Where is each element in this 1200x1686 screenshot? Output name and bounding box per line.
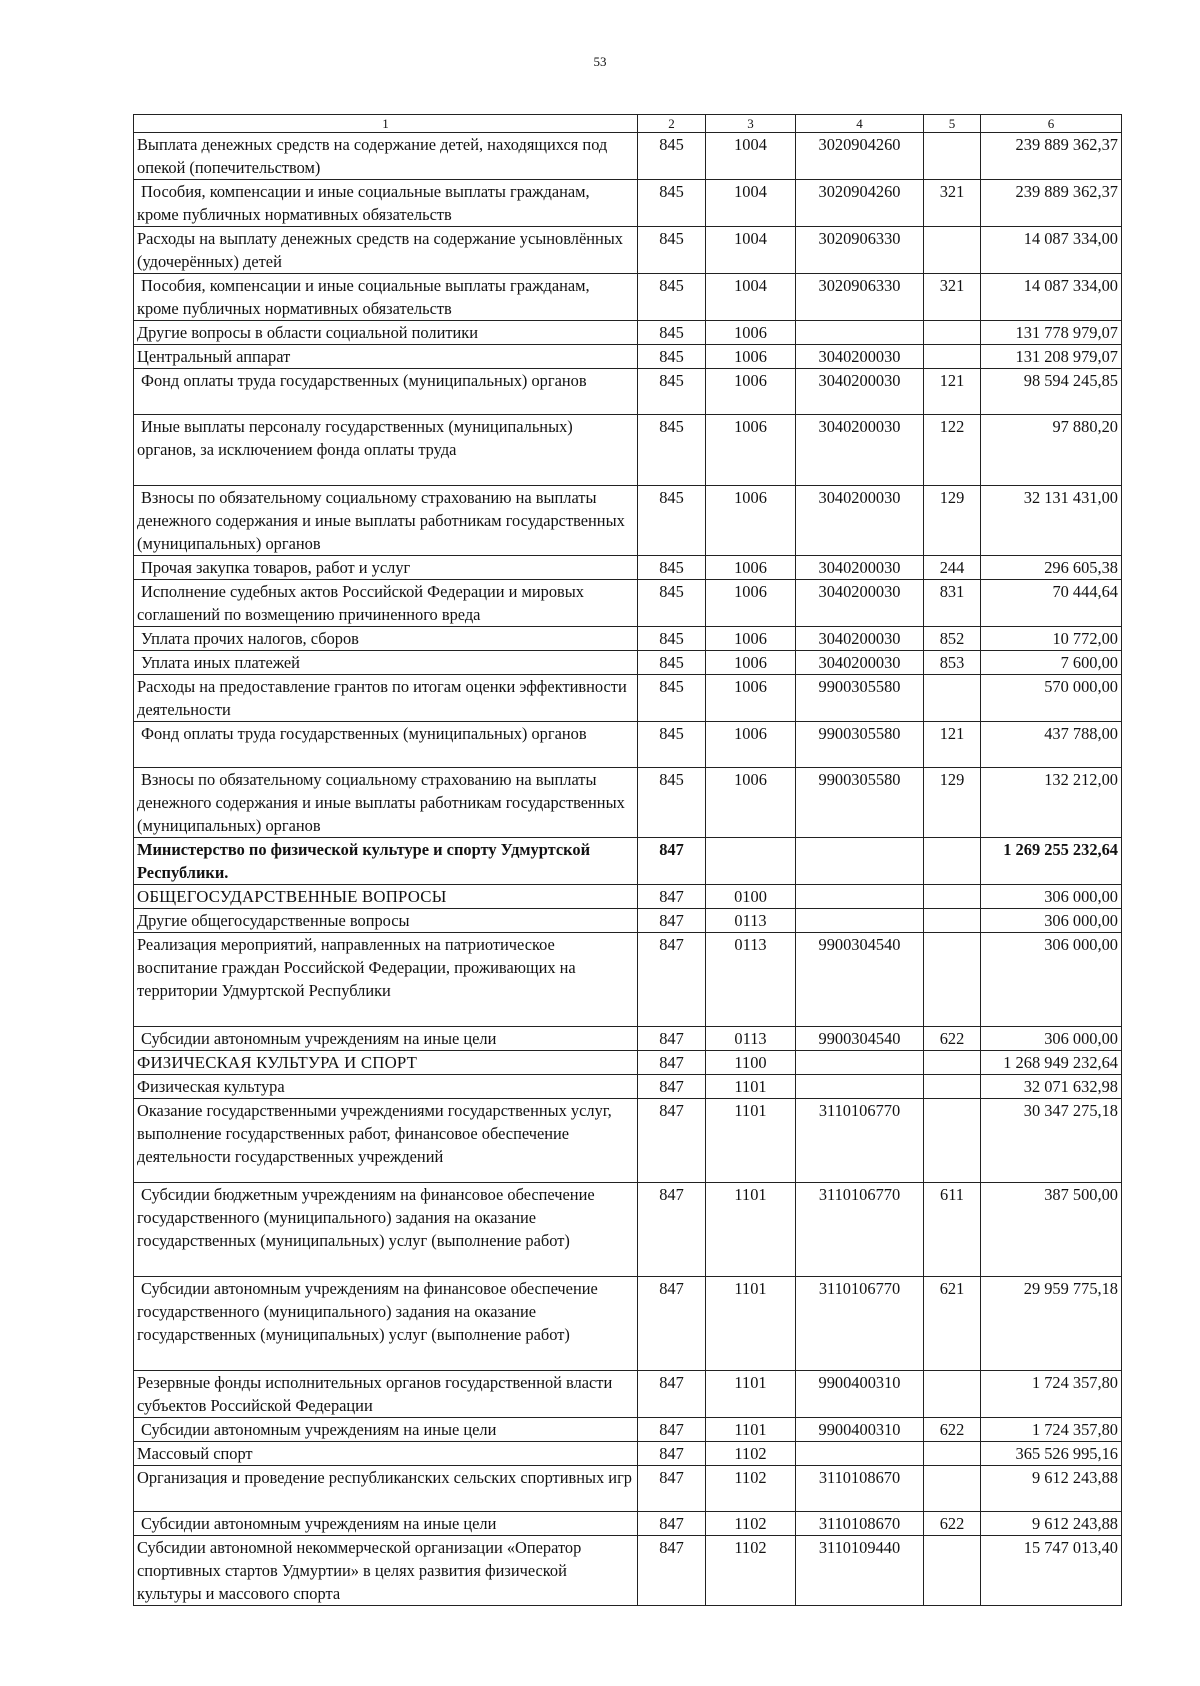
section-code: 1006 <box>706 675 796 722</box>
section-code: 1100 <box>706 1051 796 1075</box>
section-code: 1102 <box>706 1512 796 1536</box>
amount: 306 000,00 <box>981 885 1122 909</box>
expense-name: ФИЗИЧЕСКАЯ КУЛЬТУРА И СПОРТ <box>134 1051 638 1075</box>
amount: 306 000,00 <box>981 1027 1122 1051</box>
section-code: 1101 <box>706 1183 796 1277</box>
table-row <box>134 838 1122 885</box>
table-row <box>134 675 1122 722</box>
amount: 97 880,20 <box>981 415 1122 486</box>
section-code: 0113 <box>706 909 796 933</box>
expense-type-code <box>924 1536 981 1606</box>
target-code: 3110108670 <box>796 1466 924 1512</box>
target-code: 3040200030 <box>796 556 924 580</box>
expense-name: Центральный аппарат <box>134 345 638 369</box>
column-number-row <box>134 115 1122 133</box>
table-row <box>134 768 1122 838</box>
expense-name: Пособия, компенсации и иные социальные выплаты гражданам, кроме публичных нормативных обязательств <box>134 274 638 321</box>
ministry-code: 847 <box>638 838 706 885</box>
section-code: 1101 <box>706 1099 796 1183</box>
ministry-code: 847 <box>638 1027 706 1051</box>
expense-name: Реализация мероприятий, направленных на патриотическое воспитание граждан Российской Федерации, проживающих на территории Удмуртской Республики <box>134 933 638 1027</box>
target-code: 3110106770 <box>796 1183 924 1277</box>
expense-type-code <box>924 227 981 274</box>
amount: 32 131 431,00 <box>981 486 1122 556</box>
section-code: 0113 <box>706 1027 796 1051</box>
expense-name: Прочая закупка товаров, работ и услуг <box>134 556 638 580</box>
amount: 10 772,00 <box>981 627 1122 651</box>
ministry-code: 845 <box>638 722 706 768</box>
table-row <box>134 274 1122 321</box>
target-code <box>796 838 924 885</box>
expense-name: Расходы на выплату денежных средств на содержание усыновлённых (удочерённых) детей <box>134 227 638 274</box>
ministry-code: 845 <box>638 180 706 227</box>
column-header: 2 <box>638 115 706 133</box>
ministry-code: 845 <box>638 321 706 345</box>
expense-type-code: 121 <box>924 722 981 768</box>
table-row <box>134 1277 1122 1371</box>
expense-name: Министерство по физической культуре и спорту Удмуртской Республики. <box>134 838 638 885</box>
amount: 1 269 255 232,64 <box>981 838 1122 885</box>
table-row <box>134 556 1122 580</box>
expense-name: Субсидии автономным учреждениям на иные цели <box>134 1512 638 1536</box>
amount: 14 087 334,00 <box>981 274 1122 321</box>
table-row <box>134 227 1122 274</box>
amount: 9 612 243,88 <box>981 1512 1122 1536</box>
ministry-code: 845 <box>638 556 706 580</box>
ministry-code: 845 <box>638 274 706 321</box>
expense-type-code: 622 <box>924 1512 981 1536</box>
amount: 306 000,00 <box>981 933 1122 1027</box>
expense-type-code <box>924 1371 981 1418</box>
expense-type-code: 611 <box>924 1183 981 1277</box>
expense-type-code <box>924 933 981 1027</box>
amount: 239 889 362,37 <box>981 133 1122 180</box>
table-row <box>134 180 1122 227</box>
expense-type-code <box>924 909 981 933</box>
target-code <box>796 909 924 933</box>
expense-type-code: 244 <box>924 556 981 580</box>
section-code: 1006 <box>706 556 796 580</box>
column-header: 1 <box>134 115 638 133</box>
expense-name: Субсидии автономным учреждениям на иные цели <box>134 1418 638 1442</box>
column-header: 6 <box>981 115 1122 133</box>
expense-type-code <box>924 1075 981 1099</box>
ministry-code: 845 <box>638 415 706 486</box>
table-row <box>134 1512 1122 1536</box>
expense-name: Субсидии бюджетным учреждениям на финансовое обеспечение государственного (муниципального) задания на оказание государственных (муниципальных) услуг (выполнение работ) <box>134 1183 638 1277</box>
section-code: 1004 <box>706 133 796 180</box>
expense-type-code: 831 <box>924 580 981 627</box>
table-row <box>134 933 1122 1027</box>
expense-type-code <box>924 1466 981 1512</box>
expense-type-code: 621 <box>924 1277 981 1371</box>
table-row <box>134 415 1122 486</box>
table-row <box>134 133 1122 180</box>
amount: 1 724 357,80 <box>981 1418 1122 1442</box>
target-code: 3110106770 <box>796 1099 924 1183</box>
ministry-code: 847 <box>638 1512 706 1536</box>
expense-name: Иные выплаты персоналу государственных (муниципальных) органов, за исключением фонда оплаты труда <box>134 415 638 486</box>
target-code: 3110109440 <box>796 1536 924 1606</box>
expense-name: Фонд оплаты труда государственных (муниципальных) органов <box>134 722 638 768</box>
section-code: 1102 <box>706 1442 796 1466</box>
expense-type-code: 622 <box>924 1418 981 1442</box>
expense-name: Фонд оплаты труда государственных (муниципальных) органов <box>134 369 638 415</box>
amount: 306 000,00 <box>981 909 1122 933</box>
section-code: 1102 <box>706 1536 796 1606</box>
amount: 14 087 334,00 <box>981 227 1122 274</box>
expense-type-code <box>924 885 981 909</box>
amount: 70 444,64 <box>981 580 1122 627</box>
amount: 570 000,00 <box>981 675 1122 722</box>
target-code <box>796 1442 924 1466</box>
target-code: 3040200030 <box>796 345 924 369</box>
expense-name: Организация и проведение республиканских сельских спортивных игр <box>134 1466 638 1512</box>
section-code: 1101 <box>706 1418 796 1442</box>
expense-name: Взносы по обязательному социальному страхованию на выплаты денежного содержания и иные выплаты работникам государственных (муниципальных) органов <box>134 486 638 556</box>
amount: 132 212,00 <box>981 768 1122 838</box>
expense-name: Субсидии автономной некоммерческой организации «Оператор спортивных стартов Удмуртии» в целях развития физической культуры и массового спорта <box>134 1536 638 1606</box>
expense-name: Субсидии автономным учреждениям на финансовое обеспечение государственного (муниципального) задания на оказание государственных (муниципальных) услуг (выполнение работ) <box>134 1277 638 1371</box>
table-row <box>134 1442 1122 1466</box>
target-code: 9900400310 <box>796 1418 924 1442</box>
target-code: 3110106770 <box>796 1277 924 1371</box>
ministry-code: 845 <box>638 133 706 180</box>
section-code: 1004 <box>706 180 796 227</box>
target-code: 3020906330 <box>796 227 924 274</box>
amount: 296 605,38 <box>981 556 1122 580</box>
expense-type-code: 321 <box>924 180 981 227</box>
amount: 1 724 357,80 <box>981 1371 1122 1418</box>
table-row <box>134 1536 1122 1606</box>
table-row <box>134 885 1122 909</box>
ministry-code: 845 <box>638 580 706 627</box>
amount: 29 959 775,18 <box>981 1277 1122 1371</box>
expense-name: Взносы по обязательному социальному страхованию на выплаты денежного содержания и иные выплаты работникам государственных (муниципальных) органов <box>134 768 638 838</box>
target-code: 3040200030 <box>796 627 924 651</box>
page-number: 53 <box>593 54 607 69</box>
table-row <box>134 1466 1122 1512</box>
section-code: 0113 <box>706 933 796 1027</box>
ministry-code: 847 <box>638 933 706 1027</box>
ministry-code: 847 <box>638 1418 706 1442</box>
ministry-code: 847 <box>638 1277 706 1371</box>
expense-type-code <box>924 1051 981 1075</box>
expense-name: Расходы на предоставление грантов по итогам оценки эффективности деятельности <box>134 675 638 722</box>
expense-type-code: 121 <box>924 369 981 415</box>
target-code <box>796 321 924 345</box>
section-code: 1102 <box>706 1466 796 1512</box>
expense-name: Субсидии автономным учреждениям на иные цели <box>134 1027 638 1051</box>
table-row <box>134 369 1122 415</box>
ministry-code: 845 <box>638 369 706 415</box>
expense-type-code: 853 <box>924 651 981 675</box>
amount: 437 788,00 <box>981 722 1122 768</box>
expense-name: Оказание государственными учреждениями государственных услуг, выполнение государственных работ, финансовое обеспечение деятельности государственных учреждений <box>134 1099 638 1183</box>
expense-name: Пособия, компенсации и иные социальные выплаты гражданам, кроме публичных нормативных обязательств <box>134 180 638 227</box>
amount: 15 747 013,40 <box>981 1536 1122 1606</box>
amount: 239 889 362,37 <box>981 180 1122 227</box>
section-code: 1006 <box>706 627 796 651</box>
ministry-code: 847 <box>638 1183 706 1277</box>
expense-type-code: 129 <box>924 768 981 838</box>
target-code: 3110108670 <box>796 1512 924 1536</box>
ministry-code: 847 <box>638 1051 706 1075</box>
ministry-code: 847 <box>638 1075 706 1099</box>
table-row <box>134 321 1122 345</box>
target-code: 9900400310 <box>796 1371 924 1418</box>
table-row <box>134 722 1122 768</box>
target-code <box>796 885 924 909</box>
section-code: 1004 <box>706 274 796 321</box>
budget-table <box>133 114 1122 1606</box>
amount: 387 500,00 <box>981 1183 1122 1277</box>
section-code: 1006 <box>706 369 796 415</box>
table-row <box>134 1027 1122 1051</box>
ministry-code: 847 <box>638 885 706 909</box>
amount: 131 778 979,07 <box>981 321 1122 345</box>
ministry-code: 847 <box>638 1371 706 1418</box>
ministry-code: 847 <box>638 1536 706 1606</box>
table-row <box>134 1418 1122 1442</box>
section-code: 1006 <box>706 486 796 556</box>
target-code: 3040200030 <box>796 486 924 556</box>
section-code: 1101 <box>706 1277 796 1371</box>
section-code: 1101 <box>706 1075 796 1099</box>
expense-name: Другие общегосударственные вопросы <box>134 909 638 933</box>
section-code: 1006 <box>706 768 796 838</box>
table-row <box>134 627 1122 651</box>
expense-type-code: 622 <box>924 1027 981 1051</box>
target-code: 9900305580 <box>796 675 924 722</box>
table-row <box>134 1371 1122 1418</box>
table-row <box>134 1075 1122 1099</box>
target-code <box>796 1075 924 1099</box>
column-header: 5 <box>924 115 981 133</box>
ministry-code: 845 <box>638 627 706 651</box>
expense-name: Уплата иных платежей <box>134 651 638 675</box>
target-code: 3040200030 <box>796 651 924 675</box>
table-row <box>134 909 1122 933</box>
expense-type-code <box>924 1099 981 1183</box>
expense-type-code: 321 <box>924 274 981 321</box>
section-code: 1006 <box>706 580 796 627</box>
section-code: 1101 <box>706 1371 796 1418</box>
target-code: 3040200030 <box>796 580 924 627</box>
expense-type-code <box>924 345 981 369</box>
target-code <box>796 1051 924 1075</box>
section-code: 1006 <box>706 345 796 369</box>
section-code: 1006 <box>706 321 796 345</box>
expense-type-code <box>924 321 981 345</box>
table-row <box>134 345 1122 369</box>
amount: 30 347 275,18 <box>981 1099 1122 1183</box>
ministry-code: 845 <box>638 651 706 675</box>
ministry-code: 847 <box>638 909 706 933</box>
amount: 98 594 245,85 <box>981 369 1122 415</box>
section-code: 1006 <box>706 415 796 486</box>
ministry-code: 845 <box>638 345 706 369</box>
section-code: 1004 <box>706 227 796 274</box>
expense-type-code <box>924 133 981 180</box>
expense-type-code: 122 <box>924 415 981 486</box>
table-row <box>134 486 1122 556</box>
target-code: 3020906330 <box>796 274 924 321</box>
target-code: 9900304540 <box>796 933 924 1027</box>
ministry-code: 847 <box>638 1466 706 1512</box>
expense-name: Другие вопросы в области социальной политики <box>134 321 638 345</box>
target-code: 3040200030 <box>796 369 924 415</box>
expense-name: Резервные фонды исполнительных органов государственной власти субъектов Российской Федерации <box>134 1371 638 1418</box>
amount: 131 208 979,07 <box>981 345 1122 369</box>
section-code: 0100 <box>706 885 796 909</box>
expense-type-code <box>924 1442 981 1466</box>
target-code: 9900305580 <box>796 722 924 768</box>
expense-type-code: 129 <box>924 486 981 556</box>
amount: 1 268 949 232,64 <box>981 1051 1122 1075</box>
expense-type-code: 852 <box>924 627 981 651</box>
amount: 365 526 995,16 <box>981 1442 1122 1466</box>
amount: 9 612 243,88 <box>981 1466 1122 1512</box>
expense-name: Уплата прочих налогов, сборов <box>134 627 638 651</box>
expense-name: Физическая культура <box>134 1075 638 1099</box>
table-row <box>134 1099 1122 1183</box>
expense-type-code <box>924 675 981 722</box>
ministry-code: 845 <box>638 675 706 722</box>
ministry-code: 845 <box>638 486 706 556</box>
table-row <box>134 651 1122 675</box>
target-code: 3040200030 <box>796 415 924 486</box>
table-row <box>134 580 1122 627</box>
amount: 7 600,00 <box>981 651 1122 675</box>
column-header: 4 <box>796 115 924 133</box>
ministry-code: 845 <box>638 768 706 838</box>
expense-name: Выплата денежных средств на содержание детей, находящихся под опекой (попечительством) <box>134 133 638 180</box>
ministry-code: 845 <box>638 227 706 274</box>
table-row <box>134 1183 1122 1277</box>
ministry-code: 847 <box>638 1442 706 1466</box>
column-header: 3 <box>706 115 796 133</box>
section-code: 1006 <box>706 722 796 768</box>
target-code: 3020904260 <box>796 133 924 180</box>
expense-name: Массовый спорт <box>134 1442 638 1466</box>
target-code: 9900304540 <box>796 1027 924 1051</box>
section-code: 1006 <box>706 651 796 675</box>
amount: 32 071 632,98 <box>981 1075 1122 1099</box>
expense-name: Исполнение судебных актов Российской Федерации и мировых соглашений по возмещению причиненного вреда <box>134 580 638 627</box>
table-row <box>134 1051 1122 1075</box>
ministry-code: 847 <box>638 1099 706 1183</box>
section-code <box>706 838 796 885</box>
target-code: 9900305580 <box>796 768 924 838</box>
expense-type-code <box>924 838 981 885</box>
expense-name: ОБЩЕГОСУДАРСТВЕННЫЕ ВОПРОСЫ <box>134 885 638 909</box>
target-code: 3020904260 <box>796 180 924 227</box>
